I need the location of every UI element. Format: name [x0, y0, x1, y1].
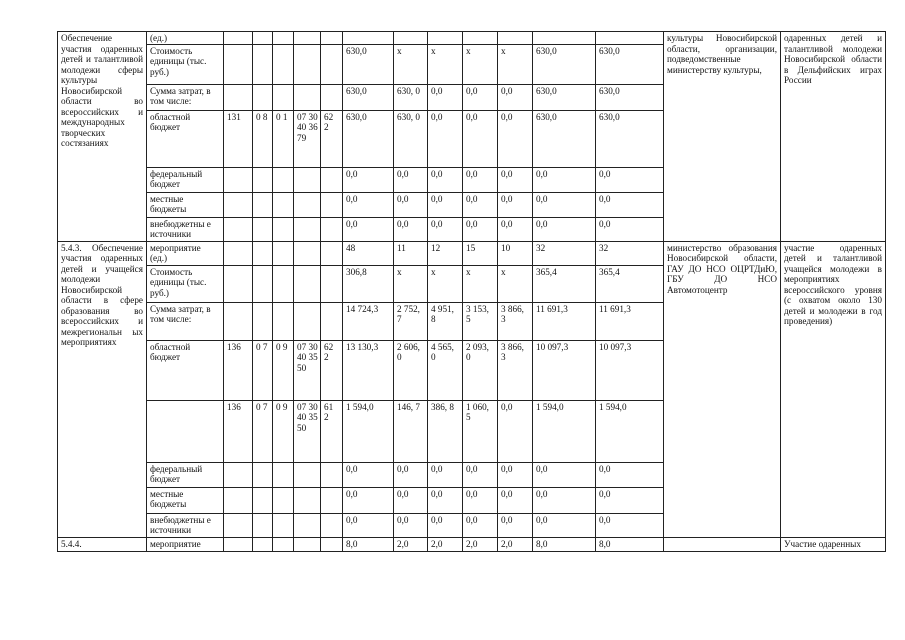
table-row [58, 241, 886, 265]
year5-cell: 630,0 [533, 84, 596, 110]
row-label: внебюджетны е источники [147, 513, 224, 537]
pr-cell [273, 265, 294, 302]
year4-cell: 0,0 [498, 167, 533, 192]
total-cell: 306,8 [343, 265, 394, 302]
grbs-cell [224, 192, 253, 217]
year3-cell: 0,0 [463, 217, 498, 241]
year6-cell: 0,0 [596, 513, 664, 537]
year2-cell [428, 32, 463, 45]
year5-cell: 8,0 [533, 537, 596, 551]
year3-cell: 0,0 [463, 487, 498, 513]
grbs-cell [224, 265, 253, 302]
rz-cell [253, 265, 273, 302]
year2-cell: 2,0 [428, 537, 463, 551]
year5-cell: 0,0 [533, 462, 596, 487]
year1-cell: 630, 0 [394, 84, 428, 110]
total-cell: 0,0 [343, 513, 394, 537]
vr-cell: 62 2 [321, 110, 343, 167]
pr-cell [273, 462, 294, 487]
row-label [147, 400, 224, 462]
rz-cell: 0 7 [253, 400, 273, 462]
year6-cell: 630,0 [596, 44, 664, 84]
year2-cell: 4 565, 0 [428, 340, 463, 400]
total-cell: 8,0 [343, 537, 394, 551]
grbs-cell [224, 32, 253, 45]
vr-cell [321, 217, 343, 241]
year3-cell: 3 153, 5 [463, 302, 498, 340]
row-label: (ед.) [147, 32, 224, 45]
year1-cell: 0,0 [394, 513, 428, 537]
csr-cell [294, 537, 321, 551]
csr-cell [294, 217, 321, 241]
grbs-cell [224, 167, 253, 192]
year6-cell: 0,0 [596, 462, 664, 487]
year3-cell: 15 [463, 241, 498, 265]
pr-cell [273, 217, 294, 241]
rz-cell [253, 84, 273, 110]
year4-cell: 0,0 [498, 110, 533, 167]
csr-cell: 07 30 40 36 79 [294, 110, 321, 167]
year1-cell: 630, 0 [394, 110, 428, 167]
year5-cell: 0,0 [533, 487, 596, 513]
grbs-cell [224, 302, 253, 340]
year3-cell: 0,0 [463, 167, 498, 192]
grbs-cell: 136 [224, 340, 253, 400]
year3-cell: 0,0 [463, 462, 498, 487]
year2-cell: 0,0 [428, 513, 463, 537]
csr-cell [294, 32, 321, 45]
year6-cell: 365,4 [596, 265, 664, 302]
year5-cell: 0,0 [533, 217, 596, 241]
rz-cell [253, 217, 273, 241]
year1-cell: 11 [394, 241, 428, 265]
year5-cell: 365,4 [533, 265, 596, 302]
row-label: Сумма затрат, в том числе: [147, 84, 224, 110]
year4-cell: 10 [498, 241, 533, 265]
executor-cell: культуры Новосибирской области, организации, подведомственные министерству культуры, [664, 32, 781, 242]
executor-cell [664, 537, 781, 551]
row-label: федеральный бюджет [147, 462, 224, 487]
year2-cell: 12 [428, 241, 463, 265]
year4-cell: 0,0 [498, 192, 533, 217]
year3-cell: 0,0 [463, 110, 498, 167]
year3-cell [463, 32, 498, 45]
year6-cell: 0,0 [596, 192, 664, 217]
measure-name: 5.4.3. Обеспечение участия одаренных детей и учащейся молодежи Новосибирской области в сфере образования во всероссийских и межрегиональн ых мероприятиях [58, 241, 147, 537]
vr-cell [321, 241, 343, 265]
csr-cell [294, 167, 321, 192]
year5-cell: 10 097,3 [533, 340, 596, 400]
rz-cell [253, 44, 273, 84]
pr-cell: 0 1 [273, 110, 294, 167]
vr-cell [321, 302, 343, 340]
pr-cell [273, 537, 294, 551]
row-label: местные бюджеты [147, 192, 224, 217]
csr-cell [294, 265, 321, 302]
csr-cell [294, 513, 321, 537]
year3-cell: 2,0 [463, 537, 498, 551]
grbs-cell [224, 44, 253, 84]
rz-cell [253, 167, 273, 192]
budget-table [57, 31, 886, 552]
vr-cell [321, 487, 343, 513]
pr-cell [273, 302, 294, 340]
year6-cell: 630,0 [596, 110, 664, 167]
pr-cell: 0 9 [273, 340, 294, 400]
row-label: Сумма затрат, в том числе: [147, 302, 224, 340]
year6-cell: 8,0 [596, 537, 664, 551]
year1-cell: 0,0 [394, 217, 428, 241]
total-cell: 630,0 [343, 84, 394, 110]
document-page [57, 31, 882, 552]
year5-cell: 1 594,0 [533, 400, 596, 462]
vr-cell [321, 84, 343, 110]
total-cell: 0,0 [343, 167, 394, 192]
year6-cell: 0,0 [596, 487, 664, 513]
rz-cell: 0 7 [253, 340, 273, 400]
year1-cell: 2 606, 0 [394, 340, 428, 400]
row-label: мероприятие (ед.) [147, 241, 224, 265]
grbs-cell: 131 [224, 110, 253, 167]
year1-cell: x [394, 265, 428, 302]
rz-cell [253, 192, 273, 217]
year1-cell: 2 752, 7 [394, 302, 428, 340]
year6-cell: 630,0 [596, 84, 664, 110]
year4-cell: 0,0 [498, 84, 533, 110]
year2-cell: 4 951, 8 [428, 302, 463, 340]
csr-cell [294, 192, 321, 217]
year4-cell: 0,0 [498, 400, 533, 462]
csr-cell [294, 302, 321, 340]
year3-cell: 1 060, 5 [463, 400, 498, 462]
csr-cell [294, 44, 321, 84]
rz-cell [253, 302, 273, 340]
grbs-cell [224, 241, 253, 265]
pr-cell [273, 513, 294, 537]
year5-cell: 0,0 [533, 513, 596, 537]
year5-cell: 630,0 [533, 110, 596, 167]
vr-cell [321, 537, 343, 551]
year4-cell: x [498, 265, 533, 302]
grbs-cell [224, 487, 253, 513]
vr-cell [321, 32, 343, 45]
year6-cell: 32 [596, 241, 664, 265]
year3-cell: x [463, 44, 498, 84]
year5-cell [533, 32, 596, 45]
year1-cell: 0,0 [394, 462, 428, 487]
year1-cell [394, 32, 428, 45]
total-cell: 630,0 [343, 110, 394, 167]
year3-cell: 0,0 [463, 192, 498, 217]
year5-cell: 0,0 [533, 192, 596, 217]
year3-cell: 0,0 [463, 513, 498, 537]
grbs-cell [224, 513, 253, 537]
rz-cell [253, 462, 273, 487]
total-cell: 48 [343, 241, 394, 265]
pr-cell [273, 487, 294, 513]
pr-cell [273, 192, 294, 217]
rz-cell [253, 487, 273, 513]
csr-cell [294, 84, 321, 110]
year6-cell: 0,0 [596, 217, 664, 241]
year6-cell: 0,0 [596, 167, 664, 192]
pr-cell [273, 32, 294, 45]
year1-cell: x [394, 44, 428, 84]
vr-cell: 61 2 [321, 400, 343, 462]
year5-cell: 11 691,3 [533, 302, 596, 340]
total-cell: 1 594,0 [343, 400, 394, 462]
result-cell: Участие одаренных [781, 537, 886, 551]
total-cell [343, 32, 394, 45]
grbs-cell: 136 [224, 400, 253, 462]
csr-cell: 07 30 40 35 50 [294, 340, 321, 400]
year1-cell: 0,0 [394, 487, 428, 513]
rz-cell [253, 513, 273, 537]
year4-cell [498, 32, 533, 45]
vr-cell [321, 462, 343, 487]
total-cell: 630,0 [343, 44, 394, 84]
vr-cell [321, 513, 343, 537]
csr-cell [294, 462, 321, 487]
row-label: областной бюджет [147, 110, 224, 167]
vr-cell [321, 265, 343, 302]
total-cell: 0,0 [343, 487, 394, 513]
year2-cell: x [428, 44, 463, 84]
row-label: мероприятие [147, 537, 224, 551]
vr-cell: 62 2 [321, 340, 343, 400]
year4-cell: 0,0 [498, 462, 533, 487]
pr-cell [273, 44, 294, 84]
csr-cell [294, 241, 321, 265]
total-cell: 0,0 [343, 217, 394, 241]
vr-cell [321, 44, 343, 84]
row-label: федеральный бюджет [147, 167, 224, 192]
year3-cell: x [463, 265, 498, 302]
year6-cell: 1 594,0 [596, 400, 664, 462]
rz-cell [253, 241, 273, 265]
row-label: областной бюджет [147, 340, 224, 400]
measure-name: Обеспечение участия одаренных детей и талантливой молодежи сферы культуры Новосибирской области во всероссийских и международных творческих состязаниях [58, 32, 147, 242]
total-cell: 14 724,3 [343, 302, 394, 340]
year5-cell: 0,0 [533, 167, 596, 192]
table-row [58, 537, 886, 551]
total-cell: 0,0 [343, 192, 394, 217]
row-label: внебюджетны е источники [147, 217, 224, 241]
vr-cell [321, 167, 343, 192]
year4-cell: 0,0 [498, 217, 533, 241]
pr-cell [273, 241, 294, 265]
year2-cell: 386, 8 [428, 400, 463, 462]
year2-cell: 0,0 [428, 192, 463, 217]
total-cell: 13 130,3 [343, 340, 394, 400]
pr-cell [273, 167, 294, 192]
year4-cell: 0,0 [498, 487, 533, 513]
csr-cell [294, 487, 321, 513]
year3-cell: 2 093, 0 [463, 340, 498, 400]
table-row [58, 32, 886, 45]
year1-cell: 2,0 [394, 537, 428, 551]
grbs-cell [224, 462, 253, 487]
rz-cell [253, 537, 273, 551]
year6-cell [596, 32, 664, 45]
rz-cell [253, 32, 273, 45]
year1-cell: 146, 7 [394, 400, 428, 462]
year2-cell: 0,0 [428, 217, 463, 241]
pr-cell: 0 9 [273, 400, 294, 462]
year3-cell: 0,0 [463, 84, 498, 110]
rz-cell: 0 8 [253, 110, 273, 167]
row-label: Стоимость единицы (тыс. руб.) [147, 265, 224, 302]
year5-cell: 32 [533, 241, 596, 265]
executor-cell: министерство образования Новосибирской области, ГАУ ДО НСО ОЦРТДиЮ, ГБУ ДО НСО Автомотоцентр [664, 241, 781, 537]
year2-cell: 0,0 [428, 167, 463, 192]
pr-cell [273, 84, 294, 110]
year2-cell: 0,0 [428, 84, 463, 110]
measure-name: 5.4.4. [58, 537, 147, 551]
year2-cell: 0,0 [428, 110, 463, 167]
row-label: местные бюджеты [147, 487, 224, 513]
year4-cell: 0,0 [498, 513, 533, 537]
year2-cell: x [428, 265, 463, 302]
grbs-cell [224, 84, 253, 110]
table-body [58, 32, 886, 552]
grbs-cell [224, 217, 253, 241]
year4-cell: 2,0 [498, 537, 533, 551]
vr-cell [321, 192, 343, 217]
row-label: Стоимость единицы (тыс. руб.) [147, 44, 224, 84]
year1-cell: 0,0 [394, 167, 428, 192]
result-cell: участие одаренных детей и талантливой учащейся молодежи в мероприятиях всероссийского уровня (с охватом около 130 детей и молодежи в год проведения) [781, 241, 886, 537]
csr-cell: 07 30 40 35 50 [294, 400, 321, 462]
year4-cell: 3 866, 3 [498, 302, 533, 340]
year4-cell: x [498, 44, 533, 84]
year2-cell: 0,0 [428, 487, 463, 513]
year5-cell: 630,0 [533, 44, 596, 84]
total-cell: 0,0 [343, 462, 394, 487]
year6-cell: 11 691,3 [596, 302, 664, 340]
result-cell: одаренных детей и талантливой молодежи Новосибирской области в Дельфийских играх России [781, 32, 886, 242]
year1-cell: 0,0 [394, 192, 428, 217]
year2-cell: 0,0 [428, 462, 463, 487]
year6-cell: 10 097,3 [596, 340, 664, 400]
year4-cell: 3 866, 3 [498, 340, 533, 400]
grbs-cell [224, 537, 253, 551]
